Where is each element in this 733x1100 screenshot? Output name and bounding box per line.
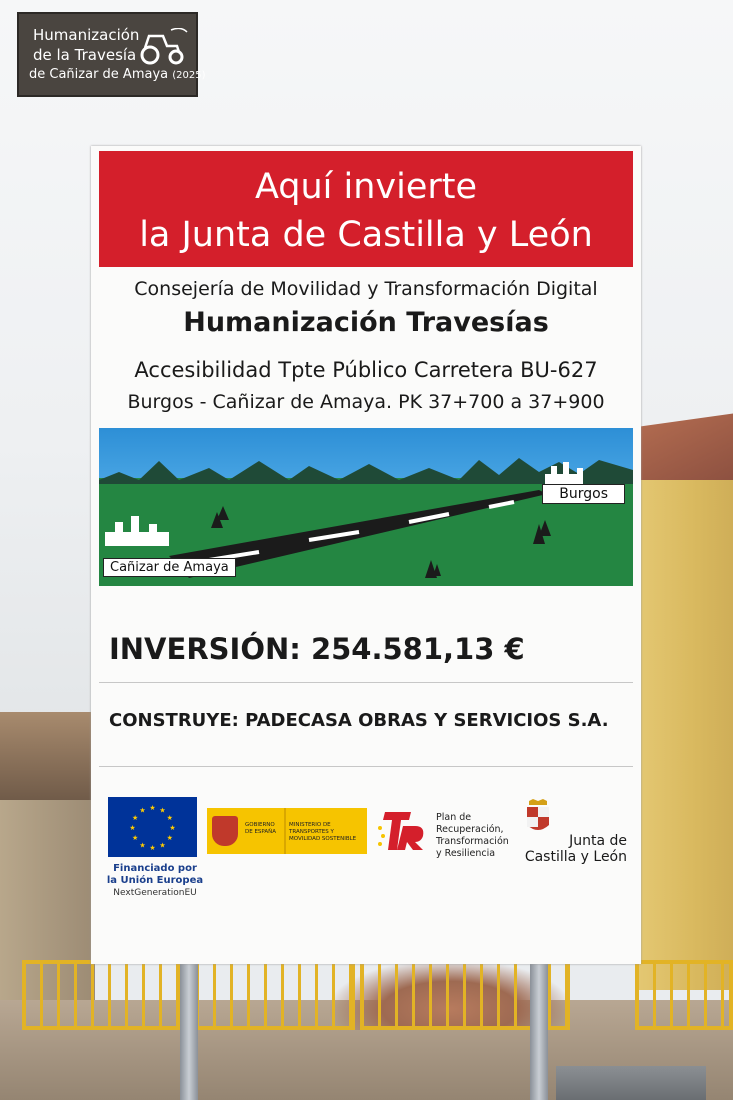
yellow-fence bbox=[635, 960, 733, 1030]
eu-flag-icon bbox=[108, 797, 197, 857]
eu-star: ★ bbox=[166, 814, 173, 822]
header-line1: Aquí invierte bbox=[254, 167, 478, 207]
concrete-block bbox=[556, 1066, 706, 1100]
yellow-fence bbox=[195, 960, 355, 1030]
watermark-year: (2025) bbox=[172, 70, 206, 81]
watermark-line2: de la Travesía bbox=[33, 46, 137, 64]
prtr-logo-icon bbox=[375, 808, 431, 854]
ministerio-text: MINISTERIO DE TRANSPORTES Y MOVILIDAD SOSTENIBLE bbox=[289, 822, 357, 842]
eu-funding-text bbox=[99, 863, 211, 900]
tractor-icon bbox=[137, 28, 189, 66]
eu-star: ★ bbox=[149, 844, 156, 852]
road-illustration bbox=[99, 428, 633, 586]
eu-star: ★ bbox=[139, 806, 146, 815]
eu-star: ★ bbox=[132, 814, 139, 822]
plan-line2: Recuperación, bbox=[436, 824, 504, 835]
plan-line1: Plan de bbox=[436, 812, 472, 823]
castilla-leon-shield-icon bbox=[525, 799, 551, 835]
divider bbox=[99, 682, 633, 683]
eu-star: ★ bbox=[159, 841, 166, 850]
sign-header bbox=[99, 151, 633, 267]
sign-post bbox=[180, 955, 198, 1100]
obra-text: Accesibilidad Tpte Público Carretera BU-627 bbox=[134, 358, 598, 382]
junta-castilla-leon-text bbox=[514, 833, 627, 865]
tree-icon bbox=[533, 520, 551, 544]
header-line2: la Junta de Castilla y León bbox=[139, 215, 593, 255]
yellow-building-wall bbox=[636, 480, 733, 990]
eu-line3: NextGenerationEU bbox=[113, 888, 197, 898]
inversion-amount: INVERSIÓN: 254.581,13 € bbox=[109, 632, 525, 666]
watermark-line1: Humanización bbox=[33, 26, 140, 44]
divider bbox=[99, 766, 633, 767]
eu-star: ★ bbox=[139, 841, 146, 850]
eu-star: ★ bbox=[132, 834, 139, 842]
label-burgos: Burgos bbox=[542, 484, 625, 504]
town-silhouette-burgos bbox=[545, 462, 583, 486]
plan-recuperacion-text bbox=[436, 812, 509, 860]
eu-star: ★ bbox=[149, 804, 156, 812]
construye-text: CONSTRUYE: PADECASA OBRAS Y SERVICIOS S.A. bbox=[109, 710, 609, 731]
tramo-text: Burgos - Cañizar de Amaya. PK 37+700 a 37+900 bbox=[127, 391, 605, 413]
watermark-town: de Cañizar de Amaya bbox=[29, 67, 169, 82]
jcyl-line1: Junta de bbox=[569, 833, 627, 849]
tree-icon bbox=[211, 506, 229, 528]
watermark-line3 bbox=[29, 67, 206, 82]
gobierno-espana-logo bbox=[207, 808, 367, 854]
watermark-logo bbox=[17, 12, 206, 97]
eu-line1: Financiado por bbox=[113, 863, 197, 874]
eu-star: ★ bbox=[169, 824, 176, 832]
town-silhouette-canizar bbox=[105, 516, 169, 546]
consejeria-text: Consejería de Movilidad y Transformación Digital bbox=[134, 278, 598, 300]
jcyl-line2: Castilla y León bbox=[524, 849, 627, 865]
label-canizar: Cañizar de Amaya bbox=[103, 558, 236, 577]
programa-title: Humanización Travesías bbox=[183, 307, 549, 338]
gobierno-text: GOBIERNO DE ESPAÑA bbox=[245, 822, 277, 835]
eu-star: ★ bbox=[166, 834, 173, 842]
sign-post bbox=[530, 955, 548, 1100]
yellow-fence bbox=[22, 960, 182, 1030]
investment-sign bbox=[91, 146, 641, 964]
tree-icon bbox=[425, 560, 441, 578]
eu-star: ★ bbox=[159, 806, 166, 815]
logo-separator bbox=[284, 808, 286, 854]
plan-line3: Transformación bbox=[436, 836, 509, 847]
eu-star: ★ bbox=[129, 824, 136, 832]
plan-line4: y Resiliencia bbox=[436, 848, 496, 859]
spain-coat-of-arms-icon bbox=[212, 816, 238, 846]
eu-line2: la Unión Europea bbox=[106, 875, 204, 886]
